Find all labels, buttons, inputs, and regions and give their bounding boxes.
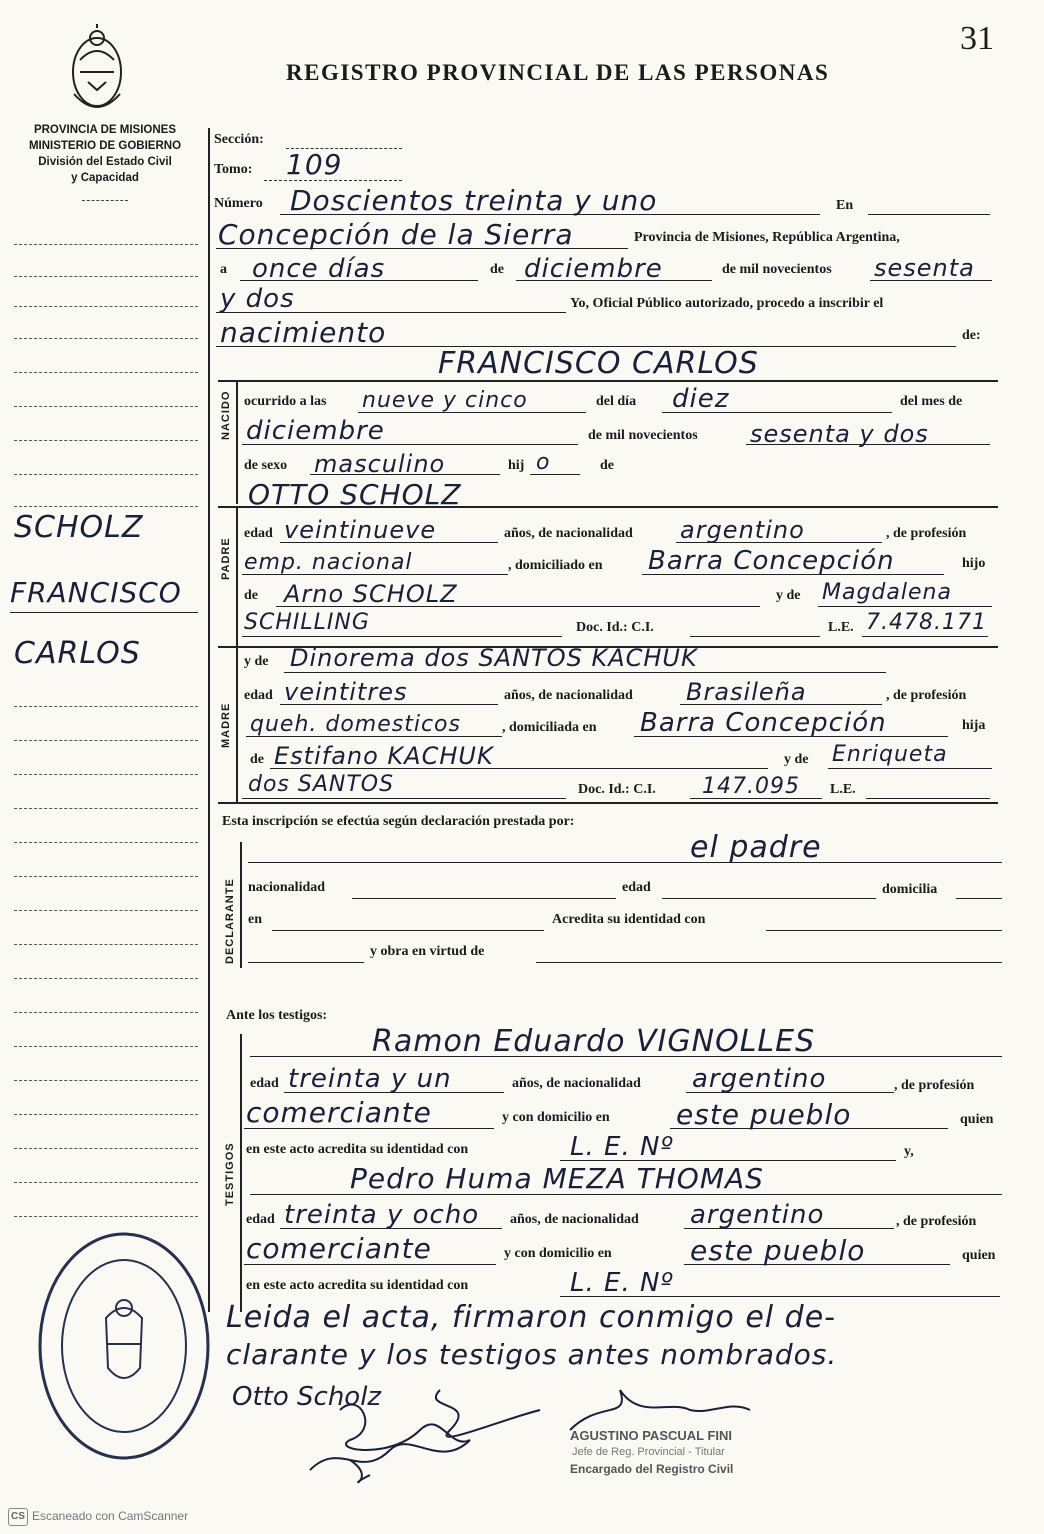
margin-line [14, 244, 198, 245]
mother-le-field [866, 798, 990, 799]
paternal-grandmother: Magdalena [822, 580, 952, 605]
testigos-intro: Ante los testigos: [226, 1008, 328, 1023]
numero-field [280, 214, 820, 215]
maternal-grandmother-field [828, 768, 992, 769]
witness2-prof-value: comerciante [246, 1232, 432, 1265]
mother-ci-field [690, 798, 822, 799]
father-y-de-label: y de [776, 588, 801, 603]
tomo-label: Tomo: [214, 162, 253, 177]
father-edad-value: veintinueve [284, 516, 437, 544]
official-name: AGUSTINO PASCUAL FINI [570, 1428, 733, 1443]
declarante-top-border [218, 802, 998, 804]
margin-line [14, 876, 198, 877]
witness1-nat-value: argentino [692, 1064, 827, 1094]
father-prof-value: emp. nacional [244, 550, 413, 575]
issuer-divider [82, 200, 128, 201]
ministry-label: MINISTERIO DE GOBIERNO [28, 140, 182, 152]
margin-line [14, 276, 198, 277]
margin-note-surname: SCHOLZ [14, 510, 144, 545]
page-number: 31 [960, 20, 994, 57]
margin-line [14, 338, 198, 339]
declarante-dom-field [956, 898, 1002, 899]
witness1-dom-label: y con domicilio en [502, 1110, 610, 1125]
margin-line [14, 1182, 198, 1183]
witness2-nat-value: argentino [690, 1200, 825, 1230]
margin-line [14, 1046, 198, 1047]
hijo-label: hijo [962, 556, 986, 571]
father-nat-value: argentino [680, 516, 805, 544]
sex-field [310, 474, 500, 475]
maternal-grandmother-surname-field [242, 798, 566, 799]
mother-dom-label: , domiciliada en [502, 720, 597, 735]
maternal-grandmother: Enriqueta [832, 742, 948, 767]
margin-line [14, 506, 198, 507]
margin-line [14, 706, 198, 707]
scanner-watermark: Escaneado con CamScanner [32, 1509, 189, 1523]
margin-note-first-name: FRANCISCO [10, 576, 182, 609]
father-prof-field [242, 574, 508, 575]
mother-edad-field [280, 704, 498, 705]
main-column-border [208, 128, 210, 1312]
division-label-2: y Capacidad [71, 172, 139, 184]
father-edad-field [280, 542, 498, 543]
place-value: Concepción de la Sierra [218, 218, 574, 251]
father-dom-value: Barra Concepción [648, 546, 895, 576]
birth-month-value: diciembre [246, 416, 385, 446]
place-field [216, 248, 628, 249]
witness2-edad-value: treinta y ocho [284, 1200, 480, 1230]
declarante-dom-label: domicilia [882, 882, 938, 897]
margin-line [14, 372, 198, 373]
nacido-tab-border [236, 380, 238, 504]
seccion-label: Sección: [214, 132, 264, 147]
margin-line [14, 306, 198, 307]
hij-field [530, 474, 580, 475]
witness2-nat-field [684, 1228, 894, 1229]
sex-label: de sexo [244, 458, 288, 473]
mother-dom-value: Barra Concepción [640, 708, 887, 738]
witness2-name-field [250, 1194, 1002, 1195]
hij-value: o [536, 450, 551, 475]
year-field [870, 280, 992, 281]
paternal-grandfather: Arno SCHOLZ [284, 580, 458, 608]
witness1-id-value: L. E. Nº [570, 1132, 674, 1162]
father-le-field [862, 636, 988, 637]
witness2-acredita-label: en este acto acredita su identidad con [246, 1278, 469, 1293]
witness2-prof-field [244, 1264, 496, 1265]
father-name: OTTO SCHOLZ [248, 478, 462, 511]
witness1-y-label: y, [904, 1144, 914, 1159]
declarante-en-field [272, 930, 544, 931]
margin-note-rule [10, 612, 198, 613]
father-dom-label: , domiciliado en [508, 558, 603, 573]
month-field [516, 280, 712, 281]
division-label: División del Estado Civil [38, 156, 172, 168]
hija-label: hija [962, 718, 986, 733]
margin-line [14, 842, 198, 843]
declarant-signature: Otto Scholz [232, 1382, 382, 1412]
month-value: diciembre [524, 254, 663, 284]
declarante-intro: Esta inscripción se efectúa según declaración prestada por: [222, 814, 575, 829]
year-value-continued: y dos [220, 284, 295, 314]
margin-line [14, 944, 198, 945]
birth-day-value: diez [672, 384, 730, 414]
province-text: Provincia de Misiones, República Argentina, [634, 230, 900, 245]
day-field [240, 280, 478, 281]
nacido-top-border [218, 380, 998, 382]
witness1-nat-label: años, de nacionalidad [512, 1076, 641, 1091]
witness2-nat-label: años, de nacionalidad [510, 1212, 639, 1227]
witness1-id-field [560, 1160, 896, 1161]
margin-line [14, 1148, 198, 1149]
margin-line [14, 1080, 198, 1081]
padre-tab-border [236, 506, 238, 646]
witness2-dom-label: y con domicilio en [504, 1246, 612, 1261]
de-father-label: de [600, 458, 614, 473]
en-field [868, 214, 990, 215]
father-ci-field [690, 636, 820, 637]
hour-value: nueve y cinco [362, 388, 528, 413]
day-value: once días [252, 254, 386, 284]
margin-line [14, 1114, 198, 1115]
hour-label: ocurrido a las [244, 394, 327, 409]
witness1-name-field [250, 1056, 1002, 1057]
a-label: a [220, 262, 227, 277]
father-doc-label: Doc. Id.: C.I. [576, 620, 654, 635]
witness1-prof-value: comerciante [246, 1096, 432, 1129]
margin-line [14, 1216, 198, 1217]
document-title: REGISTRO PROVINCIAL DE LAS PERSONAS [286, 60, 830, 85]
witness1-quien-label: quien [960, 1112, 994, 1127]
tomo-field [264, 180, 402, 181]
father-parent-de-label: de [244, 588, 258, 603]
act-value: nacimiento [220, 316, 387, 349]
closing-line-1: Leida el acta, firmaron conmigo el de- [226, 1300, 836, 1335]
declarante-by-value: el padre [690, 830, 822, 865]
declarante-acredita-field [766, 930, 1002, 931]
mother-edad-label: edad [244, 688, 273, 703]
margin-line [14, 808, 198, 809]
margin-line [14, 440, 198, 441]
father-nat-field [676, 542, 882, 543]
mother-name: Dinorema dos SANTOS KACHUK [290, 644, 698, 672]
declarante-virtud-label: y obra en virtud de [370, 944, 485, 959]
issuer-block [10, 122, 200, 186]
mother-edad-value: veintitres [284, 678, 408, 706]
father-prof-label: , de profesión [886, 526, 967, 541]
mother-ci-value: 147.095 [702, 774, 800, 799]
mother-parent-de-label: de [250, 752, 264, 767]
mother-nat-value: Brasileña [686, 678, 807, 706]
madre-tab-border [236, 646, 238, 802]
de-colon-label: de: [962, 328, 981, 343]
margin-line [14, 740, 198, 741]
margin-line [14, 910, 198, 911]
hij-label: hij [508, 458, 525, 473]
father-dom-field [642, 574, 944, 575]
paternal-grandfather-field [276, 606, 760, 607]
witness2-id-value: L. E. Nº [570, 1268, 674, 1298]
coat-of-arms-icon [66, 24, 128, 116]
declarante-en-label: en [248, 912, 262, 927]
month-of-label: del mes de [900, 394, 963, 409]
father-le-value: 7.478.171 [866, 610, 987, 635]
witness2-dom-field [684, 1264, 950, 1265]
mother-prof-field [246, 736, 502, 737]
witness1-edad-field [284, 1092, 504, 1093]
declarante-tab: DECLARANTE [224, 878, 236, 964]
margin-line [14, 1012, 198, 1013]
margin-line [14, 474, 198, 475]
official-title-2: Encargado del Registro Civil [570, 1462, 734, 1476]
declarante-blank-field [248, 962, 364, 963]
nacido-tab: NACIDO [220, 390, 232, 440]
maternal-grandfather-field [270, 768, 768, 769]
en-label: En [836, 198, 854, 213]
mother-y-de-label: y de [244, 654, 269, 669]
witness1-prof-field [244, 1128, 494, 1129]
maternal-grandfather: Estifano KACHUK [274, 742, 494, 770]
madre-tab: MADRE [220, 702, 232, 748]
padre-top-border [218, 506, 998, 508]
declarante-tab-border [240, 842, 242, 968]
day-of-label: del día [596, 394, 637, 409]
paternal-grandmother-field [818, 606, 992, 607]
de-label: de [490, 262, 504, 277]
margin-line [14, 978, 198, 979]
declarante-virtud-field [536, 962, 1002, 963]
witness2-quien-label: quien [962, 1248, 996, 1263]
father-le-label: L.E. [828, 620, 854, 635]
declarante-nat-label: nacionalidad [248, 880, 326, 895]
province-label: PROVINCIA DE MISIONES [33, 124, 177, 136]
witness1-dom-field [670, 1128, 948, 1129]
witness2-id-field [560, 1296, 1000, 1297]
mother-dom-field [634, 736, 948, 737]
witness1-edad-label: edad [250, 1076, 279, 1091]
paternal-grandmother-surname: SCHILLING [244, 610, 370, 635]
testigos-tab: TESTIGOS [224, 1142, 236, 1206]
witness1-name: Ramon Eduardo VIGNOLLES [372, 1024, 816, 1059]
witness1-dom-value: este pueblo [676, 1098, 852, 1131]
witness1-acredita-label: en este acto acredita su identidad con [246, 1142, 469, 1157]
mother-prof-label: , de profesión [886, 688, 967, 703]
hour-field [358, 412, 586, 413]
father-nat-label: años, de nacionalidad [504, 526, 633, 541]
closing-line-2: clarante y los testigos antes nombrados. [226, 1338, 838, 1371]
official-title-1: Jefe de Reg. Provincial - Titular [572, 1446, 725, 1458]
birth-month-field [242, 444, 578, 445]
birth-year-label: de mil novecientos [588, 428, 698, 443]
numero-label: Número [214, 196, 263, 211]
year-field-continued [216, 312, 566, 313]
year-prefix: de mil novecientos [722, 262, 832, 277]
maternal-grandmother-surname: dos SANTOS [248, 772, 395, 797]
declarante-edad-field [662, 898, 876, 899]
margin-note-second-name: CARLOS [14, 636, 141, 671]
witness2-name: Pedro Huma MEZA THOMAS [350, 1162, 764, 1195]
witness1-edad-value: treinta y un [288, 1064, 452, 1094]
mother-name-field [284, 672, 886, 673]
numero-value: Doscientos treinta y uno [290, 184, 658, 217]
mother-nat-label: años, de nacionalidad [504, 688, 633, 703]
mother-doc-label: Doc. Id.: C.I. [578, 782, 656, 797]
margin-line [14, 406, 198, 407]
birth-day-field [662, 412, 892, 413]
father-edad-label: edad [244, 526, 273, 541]
declarante-nat-field [352, 898, 616, 899]
mother-prof-value: queh. domesticos [250, 712, 461, 737]
margin-line [14, 774, 198, 775]
witness1-nat-field [686, 1092, 894, 1093]
witness2-edad-field [280, 1228, 502, 1229]
declarante-acredita-label: Acredita su identidad con [552, 912, 706, 927]
birth-year-value: sesenta y dos [750, 420, 929, 448]
sex-value: masculino [314, 450, 446, 478]
official-stamp-icon [36, 1228, 212, 1464]
paternal-grandmother-surname-field [242, 636, 562, 637]
year-value: sesenta [874, 254, 975, 282]
tomo-value: 109 [286, 148, 343, 181]
child-name: FRANCISCO CARLOS [438, 346, 759, 381]
witness2-prof-label: , de profesión [896, 1214, 977, 1229]
mother-le-label: L.E. [830, 782, 856, 797]
witness2-dom-value: este pueblo [690, 1234, 866, 1267]
witness2-edad-label: edad [246, 1212, 275, 1227]
declarante-edad-label: edad [622, 880, 651, 895]
declarante-by-field [248, 862, 1002, 863]
camscanner-logo: CS [8, 1508, 28, 1526]
officer-text: Yo, Oficial Público autorizado, procedo a inscribir el [570, 296, 884, 311]
birth-year-field [746, 444, 990, 445]
witness1-prof-label: , de profesión [894, 1078, 975, 1093]
testigos-tab-border [240, 1034, 242, 1312]
padre-tab: PADRE [220, 537, 232, 580]
mother-nat-field [680, 704, 882, 705]
mother-y-de-label-2: y de [784, 752, 809, 767]
